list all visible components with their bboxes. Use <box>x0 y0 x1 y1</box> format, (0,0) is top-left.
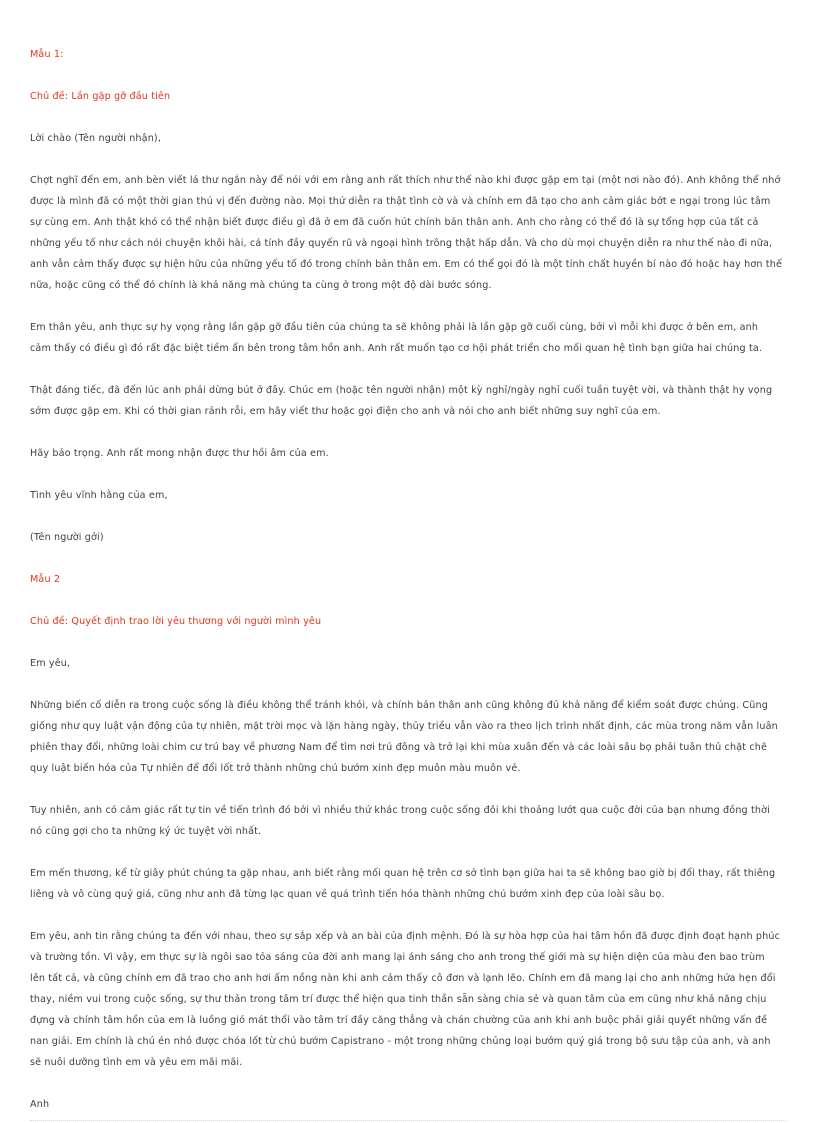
sample2-label: Mẫu 2 <box>30 574 61 585</box>
sample2-paragraph: Em mến thương, kể từ giây phút chúng ta gặp nhau, anh biết rằng mối quan hệ trên cơ sở tình bạn giữa hai ta sẽ không bao giờ bị đổi thay, rất thiêng liêng và vô cùng quý giá, cũng như anh đã từng lạc quan về quá trình tiến hóa thành những chú bướm xinh đẹp của loài sâu bọ. <box>30 868 776 900</box>
sample1-paragraph: Em thân yêu, anh thực sự hy vọng rằng lần gặp gỡ đầu tiên của chúng ta sẽ không phải là lần gặp gỡ cuối cùng, bởi vì mỗi khi được ở bên em, anh cảm thấy có điều gì đó rất đặc biệt tiềm ẩn bên trong tâm hồn anh. Anh rất muốn tạo cơ hội phát triển cho mối quan hệ tình bạn giữa hai chúng ta. <box>30 322 763 354</box>
sample2-paragraph: Những biến cố diễn ra trong cuộc sống là điều không thể tránh khỏi, và chính bản thân anh cũng không đủ khả năng để kiểm soát được chúng. Cũng giống như quy luật vận động của tự nhiên, mặt trời mọc và lặn hàng ngày, thủy triều vẫn vào ra theo lịch trình nhất định, các mùa trong năm vẫn luân phiên thay đổi, những loài chim cư trú bay về phương Nam để tìm nơi trú đông và trở lại khi mùa xuân đến và các loài sâu bọ phải tuân thủ chặt chẽ quy luật biến hóa của Tự nhiên để đổi lốt trở thành những chú bướm xinh đẹp muôn màu muôn vẻ. <box>30 700 778 774</box>
document-page <box>30 44 782 1115</box>
sample1-paragraph: Chợt nghĩ đến em, anh bèn viết lá thư ngắn này để nói với em rằng anh rất thích như thế nào khi được gặp em tại (một nơi nào đó). Anh không thể nhớ được là mình đã có một thời gian thú vị đến đường nào. Mọi thứ diễn ra thật tình cờ và và chính em đã tạo cho anh cảm giác bớt e ngại trong lúc tâm sự cùng em. Anh thật khó có thể nhận biết được điều gì đã ở em đã cuốn hút chính bản thân anh. Anh cho rằng có thể đó là sự tổng hợp của tất cả những yếu tố như cách nói chuyện khôi hài, cá tính đầy quyến rũ và ngoại hình trông thật hấp dẫn. Và cho dù mọi chuyện diễn ra như thế nào đi nữa, anh vẫn cảm thấy được sự hiện hữu của những yếu tố đó trong chính bản thân em. Em có thể gọi đó là một tính chất huyền bí nào đó hoặc hay hơn thế nữa, hoặc cũng có thể đó chính là khả năng mà chúng ta cùng ở trong một độ dài bước sóng. <box>30 175 782 291</box>
sample1-signature: (Tên người gởi) <box>30 532 104 543</box>
sample2-subject: Chủ đề: Quyết định trao lời yêu thương với người mình yêu <box>30 616 322 627</box>
sample1-paragraph: Thật đáng tiếc, đã đến lúc anh phải dừng bút ở đây. Chúc em (hoặc tên người nhận) một kỳ nghỉ/ngày nghỉ cuối tuần tuyệt vời, và thành thật hy vọng sớm được gặp em. Khi có thời gian rảnh rỗi, em hãy viết thư hoặc gọi điện cho anh và nói cho anh biết những suy nghĩ của em. <box>30 385 773 417</box>
sample1-paragraph: Hãy bảo trọng. Anh rất mong nhận được thư hồi âm của em. <box>30 448 329 459</box>
sample1-subject: Chủ đề: Lần gặp gỡ đầu tiên <box>30 91 171 102</box>
sample2-greeting: Em yêu, <box>30 658 71 669</box>
page-bottom-divider <box>30 1120 786 1121</box>
sample2-paragraph: Tuy nhiên, anh có cảm giác rất tự tin về tiến trình đó bởi vì nhiều thứ khác trong cuộc sống đôi khi thoảng lướt qua cuộc đời của bạn nhưng đồng thời nó cũng gợi cho ta những ký ức tuyệt vời nhất. <box>30 805 770 837</box>
sample2-paragraph: Em yêu, anh tin rằng chúng ta đến với nhau, theo sự sắp xếp và an bài của định mệnh. Đó là sự hòa hợp của hai tâm hồn đã được định đoạt hạnh phúc và trường tồn. Vì vậy, em thực sự là ngôi sao tỏa sáng của đời anh mang lại ánh sáng cho anh trong thế giới mà sự hiện diện của màu đen bao trùm lên tất cả, và cũng chính em đã trao cho anh hơi ấm nồng nàn khi anh cảm thấy cô đơn và lạnh lẽo. Chính em đã mang lại cho anh những hứa hẹn đổi thay, niềm vui trong cuộc sống, sự thư thản trong tâm trí được thể hiện qua tinh thần sẵn sàng chia sẻ và quan tâm của em cũng như khả năng chịu đựng và chính tâm hồn của em là luồng gió mát thổi vào tâm trí đầy căng thẳng và chán chường của anh khi anh buộc phải giải quyết những vấn đề nan giải. Em chính là chú én nhỏ được chóa lốt từ chú bướm Capistrano - một trong những chủng loại bướm quý giá trong bộ sưu tập của anh, và anh sẽ nuôi dưỡng tình em và yêu em mãi mãi. <box>30 931 780 1068</box>
sample2-signature: Anh <box>30 1099 50 1110</box>
sample1-greeting: Lời chào (Tên người nhận), <box>30 133 162 144</box>
sample1-label: Mẫu 1: <box>30 49 64 60</box>
sample1-closing: Tình yêu vĩnh hằng của em, <box>30 490 168 501</box>
